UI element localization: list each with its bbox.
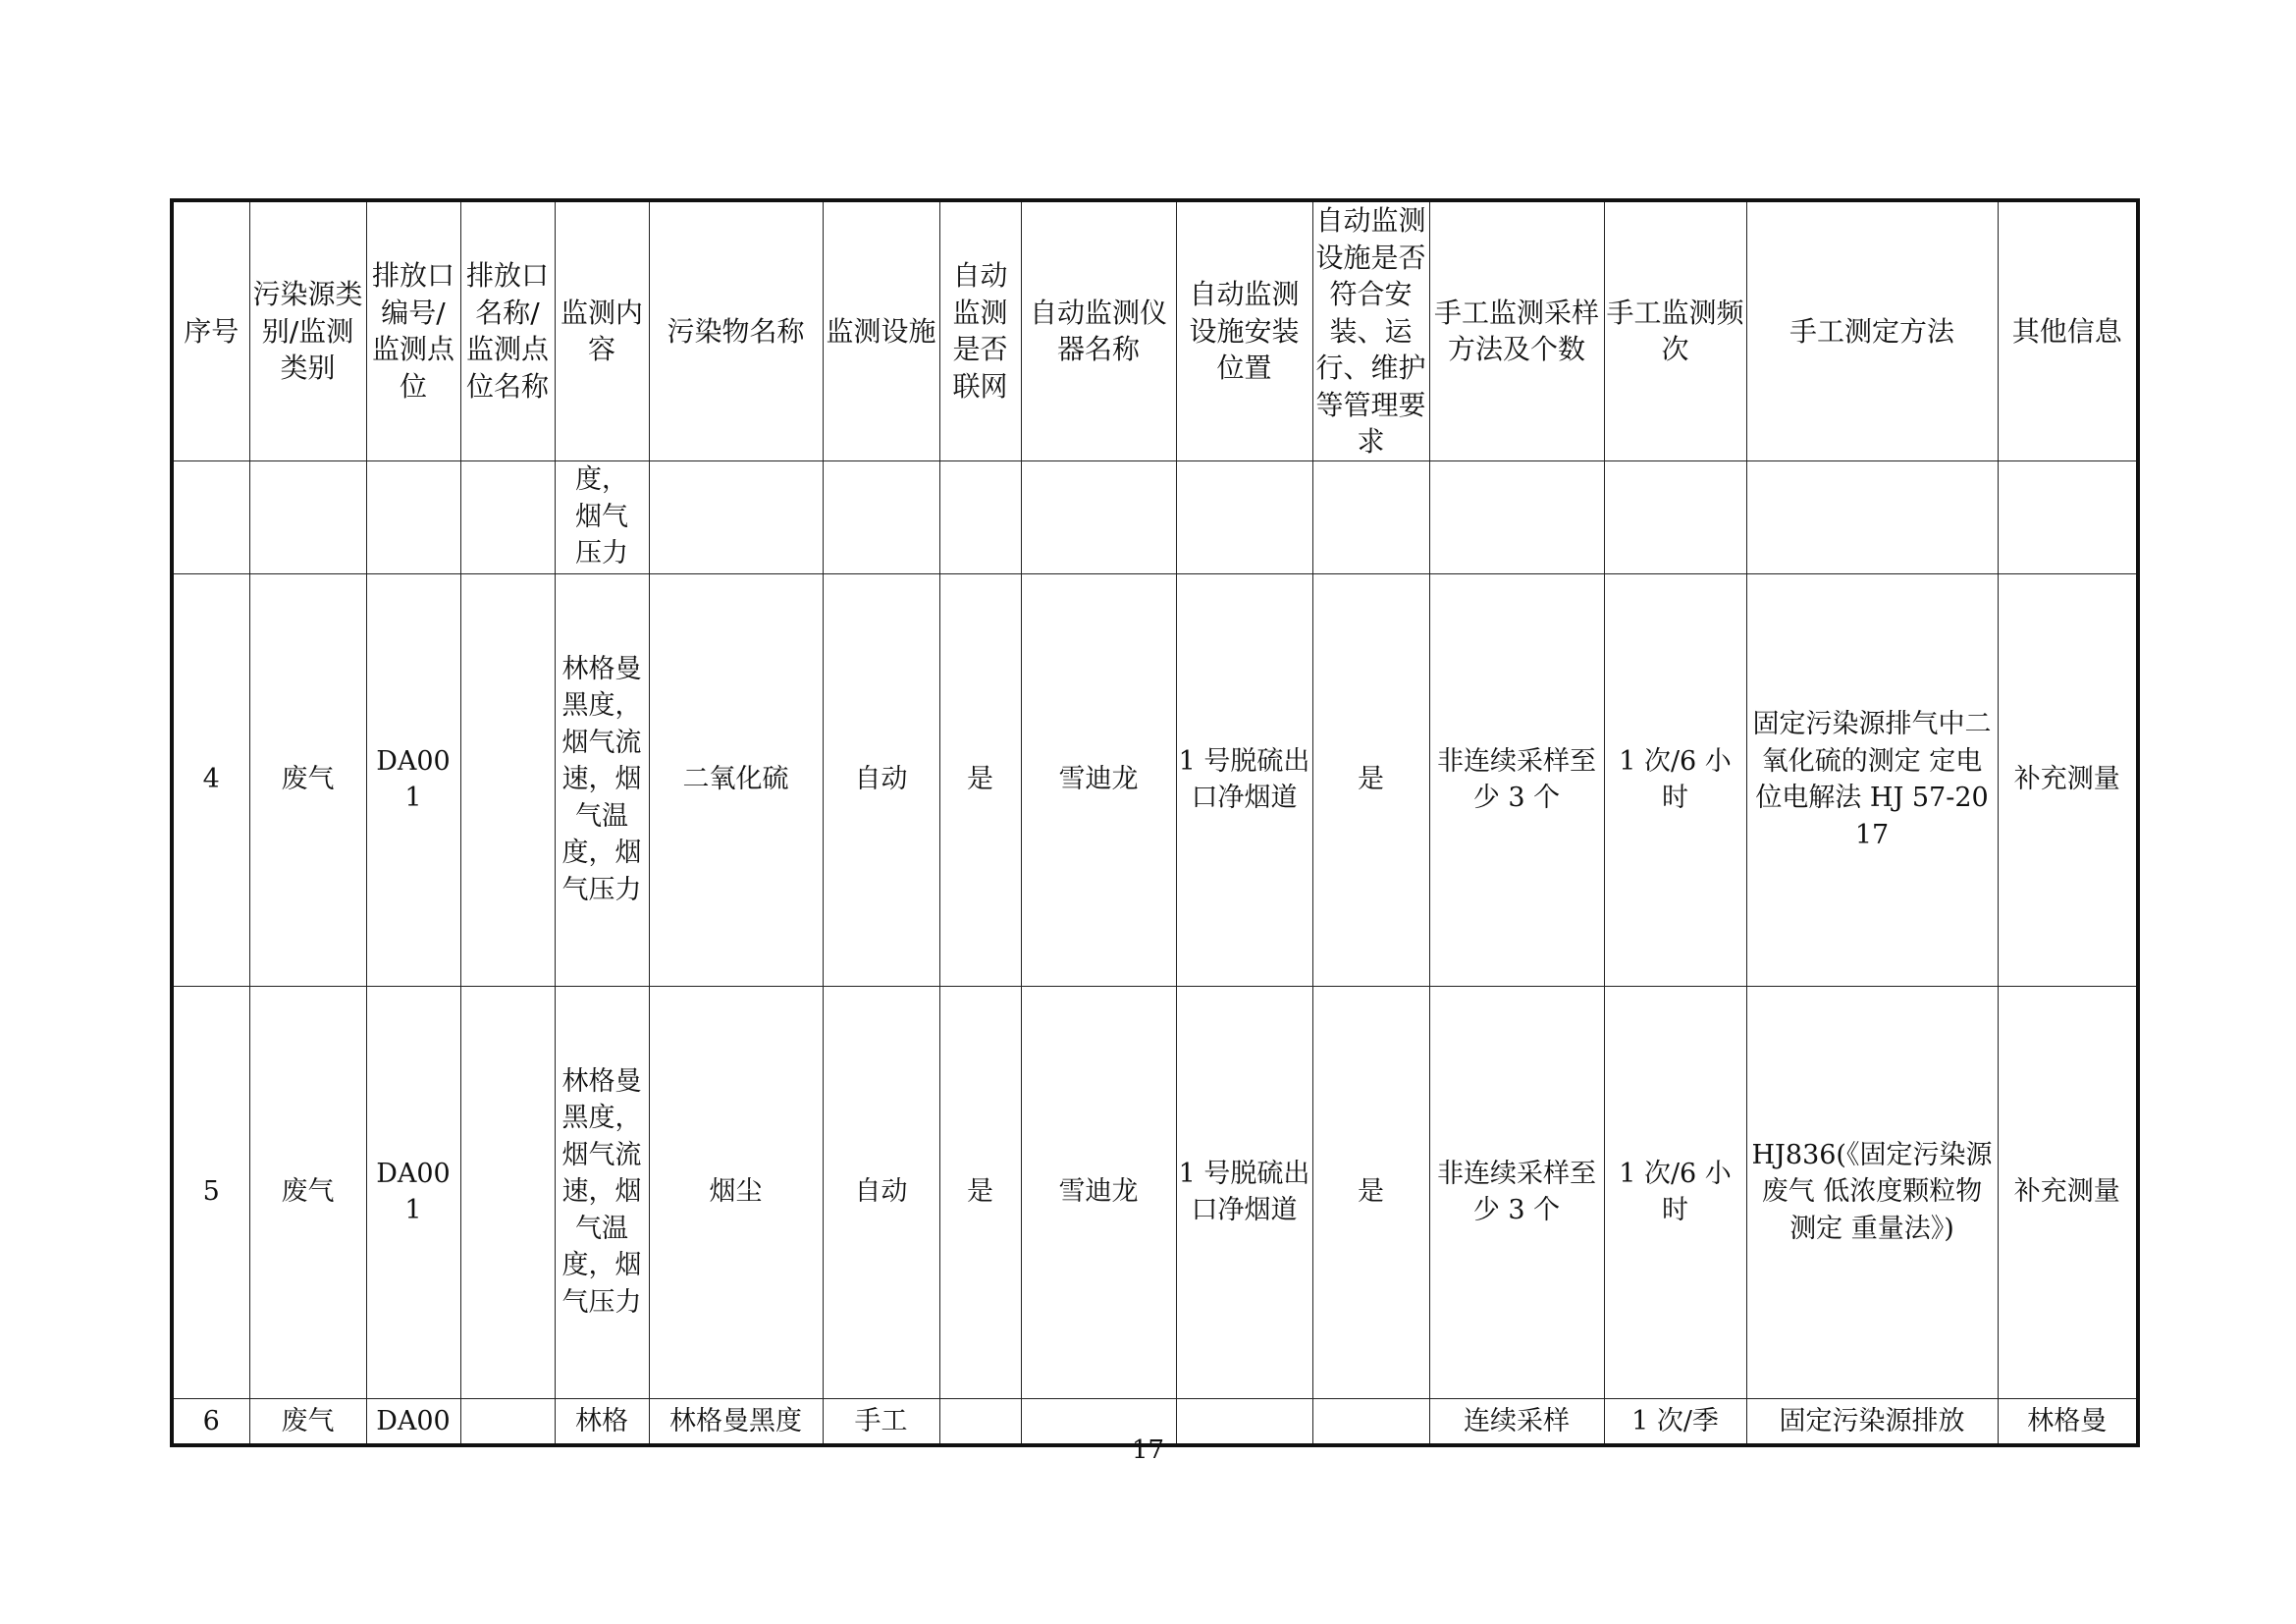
cell-no: 5 bbox=[172, 986, 249, 1398]
cell-outlet-name bbox=[460, 573, 555, 986]
monitoring-table bbox=[170, 198, 2140, 1447]
cell-no: 4 bbox=[172, 573, 249, 986]
cell-networked: 是 bbox=[939, 986, 1021, 1398]
header-cell-category: 污染源类别/监测类别 bbox=[249, 200, 366, 460]
table-row bbox=[172, 986, 2138, 1398]
header-cell-location: 自动监测设施安装位置 bbox=[1176, 200, 1312, 460]
cell-category: 废气 bbox=[249, 986, 366, 1398]
cell-other: 林格曼 bbox=[1998, 1398, 2138, 1445]
cell-location bbox=[1176, 460, 1312, 573]
cell-location: 1 号脱硫出口净烟道 bbox=[1176, 986, 1312, 1398]
header-cell-outlet-code: 排放口编号/监测点位 bbox=[366, 200, 460, 460]
table-row bbox=[172, 573, 2138, 986]
cell-compliant: 是 bbox=[1312, 986, 1429, 1398]
cell-instrument bbox=[1021, 460, 1176, 573]
cell-outlet-name bbox=[460, 460, 555, 573]
header-cell-sampling: 手工监测采样方法及个数 bbox=[1429, 200, 1604, 460]
cell-networked: 是 bbox=[939, 573, 1021, 986]
cell-facility: 自动 bbox=[823, 986, 939, 1398]
cell-content: 林格曼黑度，烟气流速，烟气温度，烟气压力 bbox=[555, 573, 649, 986]
cell-outlet-code bbox=[366, 460, 460, 573]
cell-instrument: 雪迪龙 bbox=[1021, 573, 1176, 986]
cell-compliant: 是 bbox=[1312, 573, 1429, 986]
cell-method bbox=[1746, 460, 1998, 573]
cell-category: 废气 bbox=[249, 1398, 366, 1445]
cell-facility: 自动 bbox=[823, 573, 939, 986]
cell-method: HJ836(《固定污染源废气 低浓度颗粒物测定 重量法》) bbox=[1746, 986, 1998, 1398]
cell-content: 度， 烟气 压力 bbox=[555, 460, 649, 573]
cell-no: 6 bbox=[172, 1398, 249, 1445]
header-cell-frequency: 手工监测频次 bbox=[1604, 200, 1746, 460]
cell-method: 固定污染源排放 bbox=[1746, 1398, 1998, 1445]
cell-other: 补充测量 bbox=[1998, 986, 2138, 1398]
page-number: 17 bbox=[1131, 1435, 1165, 1465]
header-cell-facility: 监测设施 bbox=[823, 200, 939, 460]
cell-compliant bbox=[1312, 460, 1429, 573]
header-cell-other: 其他信息 bbox=[1998, 200, 2138, 460]
cell-pollutant: 烟尘 bbox=[649, 986, 823, 1398]
cell-other bbox=[1998, 460, 2138, 573]
cell-facility bbox=[823, 460, 939, 573]
cell-content: 林格 bbox=[555, 1398, 649, 1445]
cell-category bbox=[249, 460, 366, 573]
cell-sampling: 连续采样 bbox=[1429, 1398, 1604, 1445]
cell-other: 补充测量 bbox=[1998, 573, 2138, 986]
cell-pollutant: 林格曼黑度 bbox=[649, 1398, 823, 1445]
header-cell-instrument: 自动监测仪器名称 bbox=[1021, 200, 1176, 460]
cell-facility: 手工 bbox=[823, 1398, 939, 1445]
header-cell-content: 监测内容 bbox=[555, 200, 649, 460]
table-header-row bbox=[172, 200, 2138, 460]
cell-location: 1 号脱硫出口净烟道 bbox=[1176, 573, 1312, 986]
header-cell-method: 手工测定方法 bbox=[1746, 200, 1998, 460]
cell-pollutant bbox=[649, 460, 823, 573]
cell-no bbox=[172, 460, 249, 573]
cell-outlet-code: DA001 bbox=[366, 986, 460, 1398]
cell-frequency: 1 次/季 bbox=[1604, 1398, 1746, 1445]
header-cell-no: 序号 bbox=[172, 200, 249, 460]
cell-frequency bbox=[1604, 460, 1746, 573]
table-row bbox=[172, 460, 2138, 573]
cell-category: 废气 bbox=[249, 573, 366, 986]
header-cell-compliant: 自动监测设施是否符合安装、运行、维护等管理要求 bbox=[1312, 200, 1429, 460]
cell-sampling bbox=[1429, 460, 1604, 573]
header-cell-pollutant: 污染物名称 bbox=[649, 200, 823, 460]
cell-sampling: 非连续采样至少 3 个 bbox=[1429, 986, 1604, 1398]
cell-pollutant: 二氧化硫 bbox=[649, 573, 823, 986]
cell-instrument: 雪迪龙 bbox=[1021, 986, 1176, 1398]
cell-frequency: 1 次/6 小时 bbox=[1604, 573, 1746, 986]
cell-content: 林格曼黑度，烟气流速，烟气温度，烟气压力 bbox=[555, 986, 649, 1398]
cell-networked bbox=[939, 460, 1021, 573]
cell-sampling: 非连续采样至少 3 个 bbox=[1429, 573, 1604, 986]
cell-outlet-code: DA001 bbox=[366, 573, 460, 986]
cell-outlet-name bbox=[460, 986, 555, 1398]
cell-outlet-code: DA00 bbox=[366, 1398, 460, 1445]
cell-method: 固定污染源排气中二氧化硫的测定 定电位电解法 HJ 57-2017 bbox=[1746, 573, 1998, 986]
cell-frequency: 1 次/6 小时 bbox=[1604, 986, 1746, 1398]
header-cell-networked: 自动监测是否联网 bbox=[939, 200, 1021, 460]
header-cell-outlet-name: 排放口名称/监测点位名称 bbox=[460, 200, 555, 460]
